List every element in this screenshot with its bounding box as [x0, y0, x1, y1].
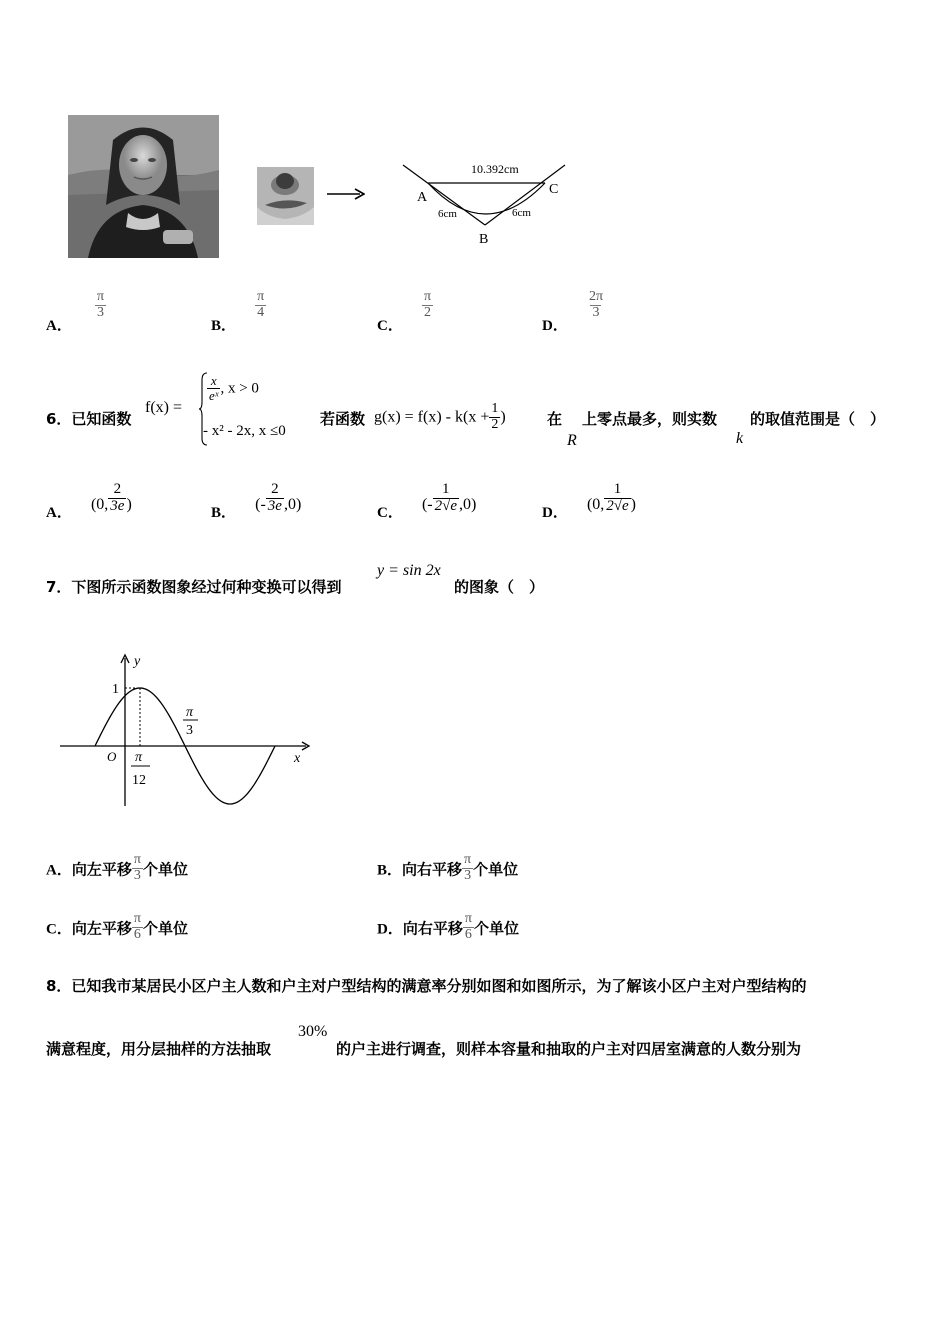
- q5-option-b[interactable]: B． $\frac{\pi}{4}$: [211, 289, 265, 334]
- q5-option-d[interactable]: D． $\frac{2\pi}{3}$: [542, 289, 604, 334]
- pi12-den: 12: [132, 773, 146, 788]
- portrait-image: [68, 115, 219, 258]
- q6-option-d[interactable]: D． (0, $\frac{1}{2√e}$ ): [542, 481, 636, 521]
- option-letter: A．: [46, 317, 72, 334]
- q6-mid2: 上零点最多，则实数: [582, 410, 718, 428]
- q6-prefix: 6．已知函数: [46, 410, 132, 428]
- q6-option-c[interactable]: C． (- $\frac{1}{2√e}$ ,0): [377, 481, 477, 521]
- x-axis-label: x: [294, 751, 301, 766]
- measure-top-label: 10.392cm: [471, 162, 519, 176]
- q5-option-a[interactable]: A． $\frac{\pi}{3}$: [46, 289, 105, 334]
- q7-option-b[interactable]: B．向右平移 $\frac{\pi}{3}$ 个单位: [377, 852, 519, 883]
- point-a-label: A: [417, 190, 428, 205]
- catenary-diagram: [395, 155, 575, 250]
- piecewise-case-1: $\frac{x}{\text{eˣ}}$ , x > 0: [209, 373, 259, 403]
- q6-f-lhs: f(x) =: [145, 399, 183, 416]
- option-letter: D．: [542, 317, 568, 334]
- q7-suffix: 的图象（ ）: [454, 578, 545, 596]
- mouth-crop-image: [257, 167, 314, 225]
- q7-option-d[interactable]: D．向右平移 $\frac{\pi}{6}$ 个单位: [377, 911, 519, 942]
- q6-suffix: 的取值范围是（ ）: [750, 410, 886, 428]
- q5-option-c[interactable]: C． $\frac{\pi}{2}$: [377, 289, 432, 334]
- pi3-den: 3: [186, 723, 193, 738]
- segment-bc-label: 6cm: [512, 207, 531, 219]
- option-letter: C．: [377, 317, 403, 334]
- q7-option-a[interactable]: A．向左平移 $\frac{\pi}{3}$ 个单位: [46, 852, 188, 883]
- q6-mid: 若函数: [320, 410, 366, 428]
- sine-graph: [58, 650, 313, 810]
- q8-percent: 30%: [298, 1023, 328, 1040]
- q6-option-a[interactable]: A． (0, $\frac{2}{3e}$ ): [46, 481, 132, 521]
- q6-k: k: [736, 430, 744, 447]
- right-arrow-icon: [327, 186, 365, 200]
- q6-g-expression: g(x) = f(x) - k(x + $\frac{1}{2}$ ): [374, 401, 506, 432]
- q7-prefix: 7．下图所示函数图象经过何种变换可以得到: [46, 578, 342, 596]
- q7-option-c[interactable]: C．向左平移 $\frac{\pi}{6}$ 个单位: [46, 911, 188, 942]
- pi12-num: π: [135, 750, 143, 765]
- q8-line-1: 8．已知我市某居民小区户主人数和户主对户型结构的满意率分别如图和如图所示，为了解该小区户主对户型结构的: [46, 977, 807, 995]
- q6-option-b[interactable]: B． (- $\frac{2}{3e}$ ,0): [211, 481, 302, 521]
- q8-line-2-pre: 满意程度，用分层抽样的方法抽取: [46, 1040, 272, 1058]
- origin-label: O: [107, 749, 117, 764]
- pi3-num: π: [186, 705, 194, 720]
- q6-on: 在: [547, 410, 563, 428]
- y-axis-label: y: [134, 654, 141, 669]
- piecewise-case-2: - x² - 2x, x ≤0: [203, 423, 286, 439]
- q8-line-2-post: 的户主进行调查，则样本容量和抽取的户主对四居室满意的人数分别为: [336, 1040, 802, 1058]
- segment-ab-label: 6cm: [438, 208, 457, 220]
- point-b-label: B: [479, 232, 489, 247]
- point-c-label: C: [549, 182, 559, 197]
- q7-formula: y = sin 2x: [377, 562, 441, 579]
- q6-R: R: [567, 432, 577, 449]
- option-letter: B．: [211, 317, 237, 334]
- one-label: 1: [112, 682, 119, 697]
